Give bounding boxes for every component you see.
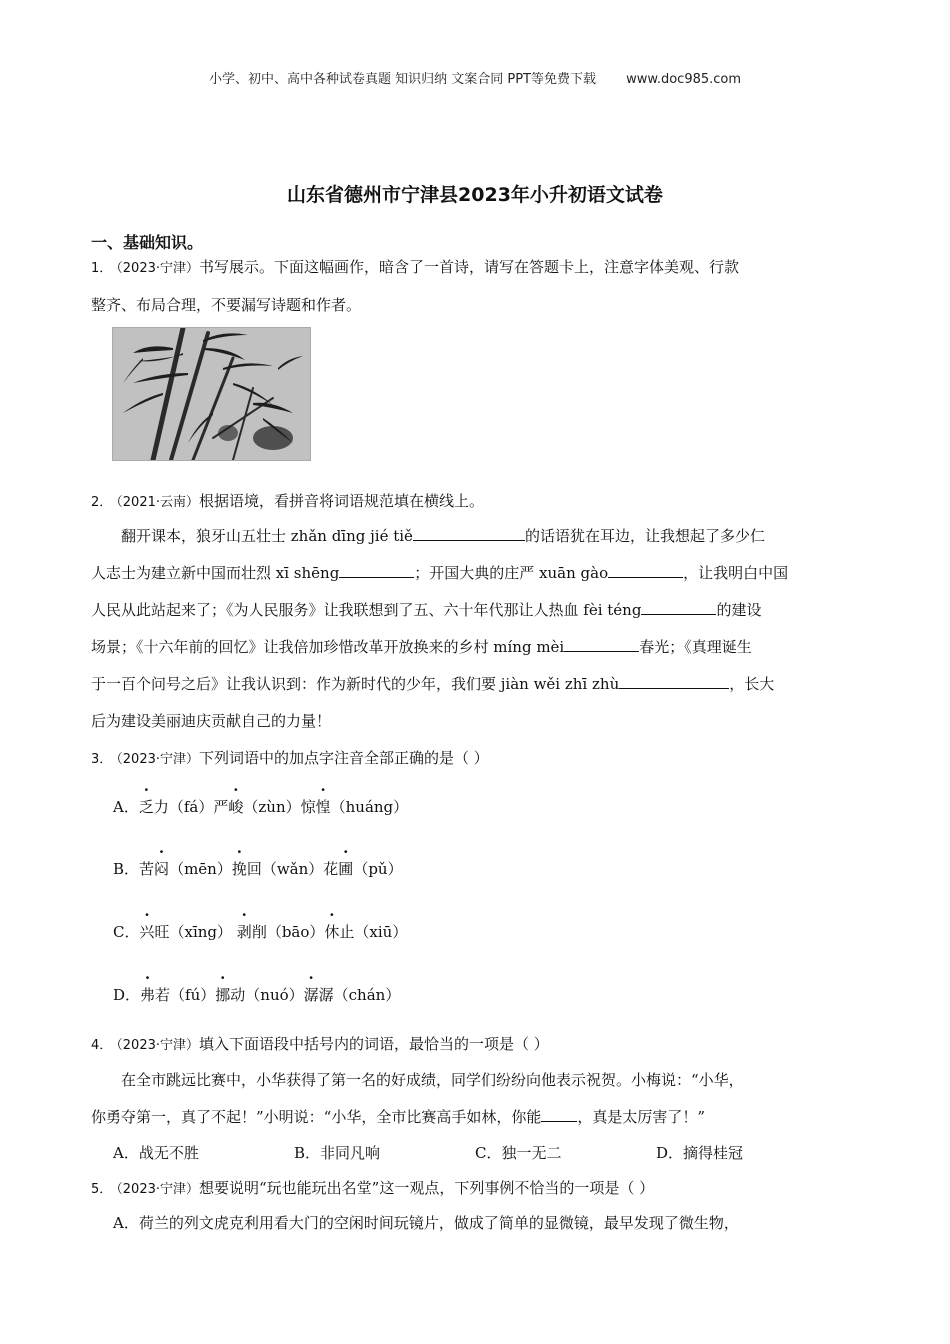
option-label: D．: [113, 986, 141, 1004]
blank-ming-mei[interactable]: [564, 637, 639, 652]
passage-text: ，真是太厉害了！”: [577, 1108, 706, 1126]
blank-zhan-ding-jie-tie[interactable]: [413, 526, 525, 541]
passage-text: ，长大: [729, 675, 775, 693]
blank-fei-teng[interactable]: [641, 600, 716, 615]
passage-text: 的话语犹在耳边，让我想起了多少仁: [524, 527, 765, 545]
dotted-char: 弗: [140, 986, 156, 1004]
passage-text: 在全市跳远比赛中，小华获得了第一名的好成绩，同学们纷纷向他表示祝贺。小梅说：“小华，: [121, 1071, 744, 1089]
passage-text: 人民从此站起来了；《为人民服务》让我联想到了五、六十年代那让人热血 fèi téng: [91, 601, 642, 619]
option-text: （zùn）惊: [243, 798, 316, 816]
passage-text: ，让我明白中国: [683, 564, 789, 582]
question-text: 根据语境，看拼音将词语规范填在横线上。: [199, 492, 485, 510]
option-text: 力（fá）严: [153, 798, 229, 816]
option-text: （huáng）: [330, 798, 409, 816]
option-text: 若（fú）: [155, 986, 216, 1004]
question-source: （2023·宁津）: [116, 261, 199, 276]
dotted-char: 峻: [228, 798, 244, 816]
passage-text: 场景；《十六年前的回忆》让我倍加珍惜改革开放换来的乡村 míng mèi: [91, 638, 565, 656]
question-1: [91, 249, 861, 324]
option-text: 止（xiū）: [339, 923, 408, 941]
section-heading: 一、基础知识。: [91, 233, 204, 252]
question-5: [91, 1170, 861, 1208]
page-header: [0, 68, 950, 87]
question-2-passage-line: [91, 556, 861, 591]
question-4: [91, 1026, 861, 1064]
passage-text: 你勇夺第一，真了不起！”小明说：“小华，全市比赛高手如林，你能: [91, 1108, 542, 1126]
dotted-char: 闷: [154, 860, 170, 878]
blank-xuan-gao[interactable]: [608, 563, 683, 578]
choice-a[interactable]: A．战无不胜: [113, 1144, 199, 1162]
header-text: 小学、初中、高中各种试卷真题 知识归纳 文案合同 PPT等免费下载: [208, 72, 596, 87]
option-b[interactable]: [113, 858, 403, 879]
header-url[interactable]: www.doc985.com: [626, 72, 742, 87]
option-text: 苦: [139, 860, 155, 878]
option-text: A．荷兰的列文虎克利用看大门的空闲时间玩镜片，做成了简单的显微镜，最早发现了微生物，: [113, 1214, 739, 1232]
option-text: 削（bāo）: [251, 923, 325, 941]
dotted-char: 兴: [139, 923, 155, 941]
option-text: 旺（xīng）: [154, 923, 237, 941]
option-text: 动（nuó）: [230, 986, 304, 1004]
passage-text: 春光；《真理诞生: [639, 638, 752, 656]
question-2-passage-line: [91, 630, 861, 665]
dotted-char: 挪: [215, 986, 231, 1004]
option-label: A．: [113, 798, 139, 816]
question-source: （2023·宁津）: [116, 752, 199, 767]
question-source: （2023·宁津）: [116, 1038, 199, 1053]
dotted-char: 休: [324, 923, 340, 941]
question-text: 下列词语中的加点字注音全部正确的是（ ）: [199, 749, 489, 767]
dotted-char: 圃: [338, 860, 354, 878]
option-label: B．: [113, 860, 140, 878]
dotted-char: 惶: [315, 798, 331, 816]
question-source: （2023·宁津）: [116, 1182, 199, 1197]
bamboo-painting-image: [112, 327, 311, 461]
question-4-passage-line: [91, 1100, 861, 1135]
passage-text: ；开国大典的庄严 xuān gào: [414, 564, 609, 582]
passage-text: 人志士为建立新中国而壮烈 xī shēng: [91, 564, 340, 582]
question-number: 4．: [91, 1038, 113, 1053]
bamboo-painting: [113, 328, 310, 460]
option-text: 回（wǎn）花: [246, 860, 339, 878]
question-text: 书写展示。下面这幅画作，暗含了一首诗，请写在答题卡上，注意字体美观、行款: [199, 258, 740, 276]
question-number: 1．: [91, 261, 113, 276]
question-2-passage-line: [91, 667, 861, 702]
blank-jian-wei-zhi-zhu[interactable]: [619, 674, 729, 689]
option-label: C．: [113, 923, 140, 941]
question-2: [91, 483, 861, 521]
question-4-choices: [113, 1142, 837, 1163]
question-source: （2021·云南）: [116, 495, 199, 510]
question-2-passage-line: [91, 593, 861, 628]
option-text: 潺（chán）: [318, 986, 401, 1004]
dotted-char: 挽: [231, 860, 247, 878]
dotted-char: 乏: [138, 798, 154, 816]
blank-xi-sheng[interactable]: [339, 563, 414, 578]
question-number: 5．: [91, 1182, 113, 1197]
question-3: [91, 740, 861, 778]
passage-text: 翻开课本，狼牙山五壮士 zhǎn dīng jié tiě: [121, 527, 413, 545]
passage-text: 的建设: [716, 601, 762, 619]
passage-text: 于一百个问号之后》让我认识到：作为新时代的少年，我们要 jiàn wěi zhī zhù: [91, 675, 620, 693]
choice-b[interactable]: B．非同凡响: [294, 1144, 381, 1162]
option-c[interactable]: [113, 921, 407, 942]
option-a[interactable]: [113, 796, 408, 817]
option-text: （pǔ）: [353, 860, 403, 878]
blank-answer[interactable]: [541, 1107, 577, 1122]
question-5-option-a[interactable]: [113, 1206, 873, 1241]
dotted-char: 潺: [303, 986, 319, 1004]
question-text: 填入下面语段中括号内的词语，最恰当的一项是（ ）: [199, 1035, 549, 1053]
question-text: 想要说明“玩也能玩出名堂”这一观点，下列事例不恰当的一项是（ ）: [199, 1179, 655, 1197]
option-d[interactable]: [113, 984, 400, 1005]
dotted-char: 剥: [236, 923, 252, 941]
question-number: 2．: [91, 495, 113, 510]
page-title: 山东省德州市宁津县2023年小升初语文试卷: [287, 184, 663, 206]
question-number: 3．: [91, 752, 113, 767]
choice-d[interactable]: D．摘得桂冠: [656, 1144, 744, 1162]
passage-text: 后为建设美丽迪庆贡献自己的力量！: [91, 712, 332, 730]
choice-c[interactable]: C．独一无二: [475, 1144, 562, 1162]
question-2-passage: [91, 519, 861, 554]
question-2-passage-line: [91, 704, 861, 739]
question-text-cont: 整齐、布局合理，不要漏写诗题和作者。: [91, 296, 362, 314]
option-text: （mēn）: [169, 860, 232, 878]
question-4-passage: [91, 1063, 861, 1098]
